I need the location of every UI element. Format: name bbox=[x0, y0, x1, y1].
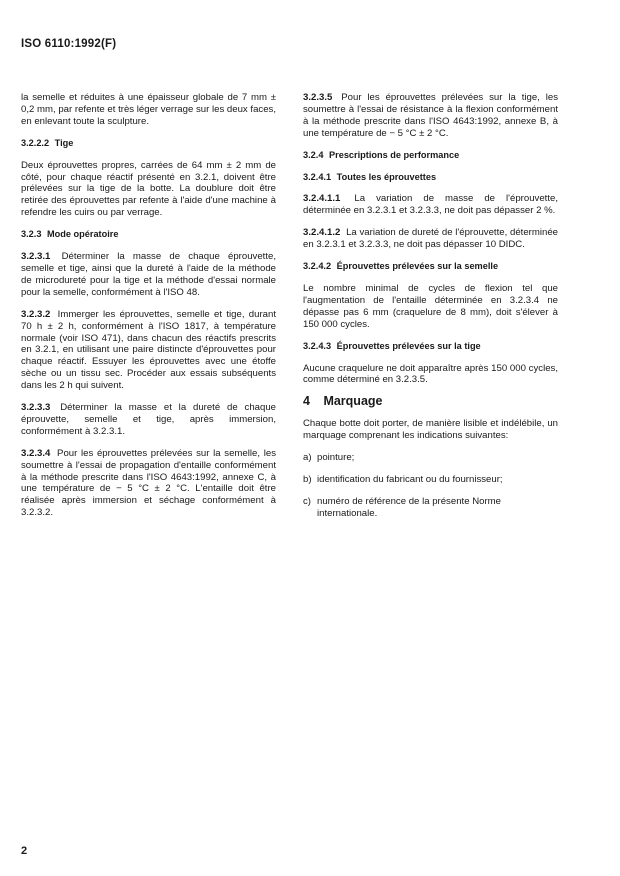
paragraph-text: Déterminer la masse de chaque éprouvette, semelle et tige, ainsi que la dureté à l'aide de la méthode de microdureté pour la tige et la méthode d'essai normale pour la semelle, conformément à l'ISO 48. bbox=[21, 251, 276, 298]
paragraph-text: Immerger les éprouvettes, semelle et tige, durant 70 h ± 2 h, conformément à l'ISO 1817, à température normale (voir ISO 471), dans chacun des réactifs prescrits en 3.2.1, en utilisant une paire distincte d'éprouvettes pour chaque réactif. Essuyer les éprouvettes avec une étoffe sèche ou un tissu sec. Procéder aux essais subséquents dans les 2 h qui suivent. bbox=[21, 308, 276, 392]
document-header: ISO 6110:1992(F) bbox=[21, 38, 117, 50]
paragraph-3-2-3-2 bbox=[21, 309, 276, 392]
section-number: 3.2.3.5 bbox=[303, 92, 333, 103]
heading-3-2-4 bbox=[303, 150, 558, 162]
heading-3-2-4-3 bbox=[303, 341, 558, 353]
section-number: 4 bbox=[303, 394, 310, 409]
section-number: 3.2.3.2 bbox=[21, 308, 51, 320]
paragraph-text: Pour les éprouvettes prélevées sur la semelle, les soumettre à l'essai de propagation d'entaille conformément à la méthode prescrite dans l'ISO 4643:1992, annexe C, à une température de − 5 °C ± 2 °C. L'entaille doit être réalisée après immersion et séchage conformément à 3.2.3.2. bbox=[21, 447, 276, 519]
paragraph-3-2-4-1-2 bbox=[303, 227, 558, 251]
paragraph-3-2-4-3: Aucune craquelure ne doit apparaître après 150 000 cycles, comme déterminé en 3.2.3.5. bbox=[303, 362, 558, 386]
list-item bbox=[303, 452, 558, 464]
list-item-text: pointure; bbox=[317, 452, 355, 464]
paragraph-4: Chaque botte doit porter, de manière lisible et indélébile, un marquage comprenant les indications suivantes: bbox=[303, 418, 558, 442]
paragraph-3-2-3-5 bbox=[303, 92, 558, 140]
section-number: 3.2.4.1.1 bbox=[303, 193, 341, 205]
section-number: 3.2.3.3 bbox=[21, 402, 51, 414]
paragraph-continuation: la semelle et réduites à une épaisseur globale de 7 mm ± 0,2 mm, par refente et très léger verrage sur les deux faces, en enlevant toute la sculpture. bbox=[21, 92, 276, 127]
section-title: Marquage bbox=[323, 394, 383, 409]
paragraph-3-2-4-2: Le nombre minimal de cycles de flexion tel que l'augmentation de l'entaille déterminée en 3.2.3.4 ne dépasse pas 6 mm (craquelure de 8 mm), doit s'élever à 150 000 cycles. bbox=[303, 282, 558, 330]
paragraph-text: La variation de dureté de l'éprouvette, déterminée en 3.2.3.1 et 3.2.3.3, ne doit pas dépasser 10 DIDC. bbox=[303, 227, 558, 251]
paragraph-text: Déterminer la masse et la dureté de chaque éprouvette, semelle et tige, après immersion, conformément à 3.2.3.1. bbox=[21, 402, 276, 437]
section-title: Éprouvettes prélevées sur la semelle bbox=[336, 261, 499, 272]
section-number: 3.2.4 bbox=[303, 149, 324, 160]
heading-3-2-3 bbox=[21, 229, 276, 241]
paragraph-text: Pour les éprouvettes prélevées sur la tige, les soumettre à l'essai de résistance à la flexion conformément à la méthode prescrite dans l'ISO 4643:1992, annexe B, à une température de − 5 °C ± 2 °C. bbox=[303, 92, 558, 139]
paragraph-3-2-4-1-1 bbox=[303, 193, 558, 217]
list-item-text: numéro de référence de la présente Norme internationale. bbox=[317, 495, 501, 519]
section-title: Mode opératoire bbox=[47, 229, 119, 240]
list-marker: b) bbox=[303, 473, 312, 485]
section-title: Tige bbox=[54, 137, 74, 148]
paragraph-3-2-3-4 bbox=[21, 448, 276, 519]
section-number: 3.2.2.2 bbox=[21, 137, 50, 148]
left-column bbox=[21, 92, 276, 529]
list-item-text: identification du fabricant ou du fournisseur; bbox=[317, 473, 503, 485]
section-number: 3.2.4.2 bbox=[303, 261, 332, 272]
section-title: Éprouvettes prélevées sur la tige bbox=[336, 340, 481, 351]
heading-3-2-4-1 bbox=[303, 172, 558, 184]
heading-3-2-2-2 bbox=[21, 138, 276, 150]
section-number: 3.2.3.1 bbox=[21, 251, 51, 263]
section-number: 3.2.4.1.2 bbox=[303, 227, 341, 239]
section-number: 3.2.4.1 bbox=[303, 171, 332, 182]
section-number: 3.2.4.3 bbox=[303, 340, 332, 351]
heading-4 bbox=[303, 396, 558, 408]
section-title: Prescriptions de performance bbox=[329, 149, 460, 160]
section-title: Toutes les éprouvettes bbox=[336, 171, 437, 182]
list-item bbox=[303, 474, 558, 486]
list-item bbox=[303, 496, 558, 520]
paragraph-3-2-3-1 bbox=[21, 251, 276, 299]
paragraph-3-2-3-3 bbox=[21, 402, 276, 438]
list-marker: c) bbox=[303, 495, 311, 507]
list-marker: a) bbox=[303, 452, 312, 464]
paragraph-text: La variation de masse de l'éprouvette, déterminée en 3.2.3.1 et 3.2.3.3, ne doit pas dépasser 2 %. bbox=[303, 193, 558, 217]
right-column bbox=[303, 92, 558, 530]
paragraph-3-2-2-2: Deux éprouvettes propres, carrées de 64 mm ± 2 mm de côté, pour chaque réactif présenté en 3.2.1, doivent être prélevées sur la tige de la botte. La doublure doit être retirée des éprouvettes par refente à l'aide d'une machine à refendre les cuirs ou par verrage. bbox=[21, 159, 276, 219]
section-number: 3.2.3.4 bbox=[21, 447, 51, 459]
section-number: 3.2.3 bbox=[21, 229, 42, 240]
page-number: 2 bbox=[21, 845, 28, 857]
heading-3-2-4-2 bbox=[303, 261, 558, 273]
